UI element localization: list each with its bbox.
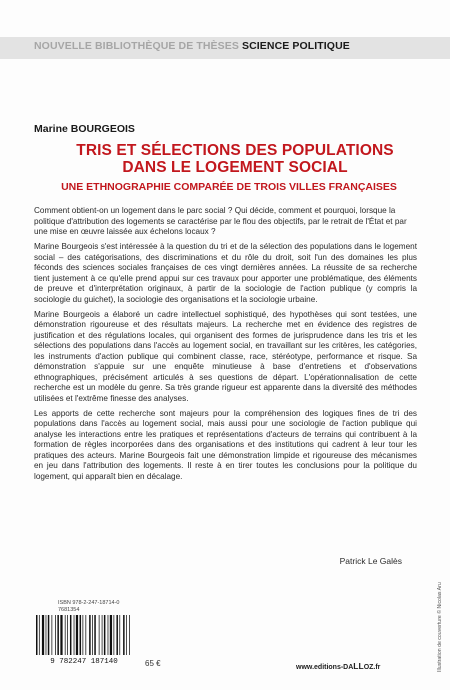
- isbn-number: ISBN 978-2-247-18714-0: [58, 600, 120, 606]
- preface-signature: Patrick Le Galès: [339, 556, 402, 566]
- barcode-bar: [67, 615, 68, 655]
- cover-illustration-credit: Illustration de couverture © Nicolas Aru: [437, 582, 443, 672]
- barcode-bar: [39, 615, 40, 655]
- author-name: Marine BOURGEOIS: [34, 123, 135, 135]
- barcode-bar: [36, 615, 38, 655]
- price: 65 €: [145, 659, 161, 668]
- blurb-paragraph-4: Les apports de cette recherche sont majeurs pour la compréhension des logiques fines de tri des populations dans l'accès au logement social, mais aussi pour une sociologie de l'action publique qui analyse les interactions entre les pratiques et représentations d'acteurs de terrains qui contribuent à la formation de règles incorporées dans des organisations et des institutions qui cadrent à leur tour les pratiques des acteurs. Marine Bourgeois fait une démonstration limpide et rigoureuse des mécanismes en jeu dans l'attribution des logements. Il reste à en tirer toutes les conclusions pour la politique du logement, qui apparaît bien en décalage.: [34, 408, 417, 481]
- barcode-bar: [55, 615, 56, 655]
- barcode-bar: [129, 615, 130, 655]
- barcode-bar: [74, 615, 75, 655]
- blurb: [34, 206, 417, 487]
- barcode-bar: [108, 615, 109, 655]
- isbn-block: [58, 600, 119, 614]
- barcode-bar: [126, 615, 127, 655]
- barcode-bar: [119, 615, 120, 655]
- barcode-digits: 9 782247 187140: [50, 658, 118, 665]
- barcode-bar: [65, 615, 66, 655]
- barcode-bar: [83, 615, 84, 655]
- barcode-bar: [76, 615, 78, 655]
- series-title: [34, 40, 350, 52]
- barcode-bar: [57, 615, 59, 655]
- barcode-bar: [114, 615, 115, 655]
- publisher-url-suffix: OZ.fr: [363, 664, 381, 671]
- barcode-bar: [48, 615, 50, 655]
- series-name: SCIENCE POLITIQUE: [241, 40, 350, 52]
- barcode-bar: [110, 615, 112, 655]
- barcode-bar: [92, 615, 93, 655]
- barcode-bar: [116, 615, 118, 655]
- book-title: TRIS ET SÉLECTIONS DES POPULATIONS DANS LE LOGEMENT SOCIAL: [76, 142, 394, 176]
- barcode-bar: [102, 615, 103, 655]
- barcode-bar: [85, 615, 86, 655]
- blurb-paragraph-2: Marine Bourgeois s'est intéressée à la question du tri et de la sélection des populations dans le logement social – des catégorisations, des discriminations et du rôle du droit, soit l'un des domaines les plus féconds des sciences sociales françaises de ces vingt dernières années. La réussite de sa recherche tient justement à ce qu'elle prend appui sur ces travaux pour apporter une problématique, des éléments de preuve et d'interprétation originaux, à partir de la sociologie de l'action publique (y compris la sociologie du guichet), la sociologie des organisations et la sociologie urbaine.: [34, 242, 417, 304]
- barcode-bar: [104, 615, 106, 655]
- blurb-paragraph-1: Comment obtient-on un logement dans le parc social ? Qui décide, comment et pourquoi, lorsque la politique d'attribution des logements se caractérise par le flou des objectifs, par le retrait de l'État et par une mise en œuvre laissée aux échelons locaux ?: [34, 206, 407, 236]
- barcode-bar: [123, 615, 125, 655]
- barcode-bar: [80, 615, 82, 655]
- barcode-bar: [94, 615, 96, 655]
- series-prefix: NOUVELLE BIBLIOTHÈQUE DE THÈSES: [34, 40, 239, 52]
- barcode-bar: [46, 615, 47, 655]
- book-subtitle: UNE ETHNOGRAPHIE COMPARÉE DE TROIS VILLES FRANÇAISES: [61, 181, 397, 193]
- internal-code: 7681354: [58, 606, 80, 613]
- barcode-bar: [52, 615, 53, 655]
- publisher-url: [296, 661, 380, 671]
- barcode-bar: [60, 615, 62, 655]
- barcode-bar: [89, 615, 91, 655]
- barcode-bar: [70, 615, 72, 655]
- publisher-url-prefix: www.editions-DA: [296, 664, 354, 671]
- barcode: [32, 613, 136, 665]
- publisher-url-mid: LL: [353, 661, 364, 671]
- barcode-bar: [42, 615, 44, 655]
- barcode-bar: [99, 615, 100, 655]
- barcode-bars: [36, 615, 130, 655]
- blurb-paragraph-3: Marine Bourgeois a élaboré un cadre intellectuel sophistiqué, des hypothèses qui sont testées, une démonstration rigoureuse et des résultats majeurs. La recherche met en évidence des registres de justification et des régulations locales, qui organisent des formes de jurisprudence dans les tris et les sélections des populations dans l'accès au logement social, en travaillant sur les critères, les catégories, les instruments d'action publique qui combinent classe, race, stéréotype, performance et risque. Sa démonstration s'appuie sur une enquête minutieuse à base d'entretiens et d'observations ethnographiques, précisément articulés à ses questions de départ. L'opérationnalisation de cette recherche est un modèle du genre. Sa très grande rigueur est apparente dans la diversité des méthodes utilisées et l'extrême finesse des analyses.: [34, 309, 417, 403]
